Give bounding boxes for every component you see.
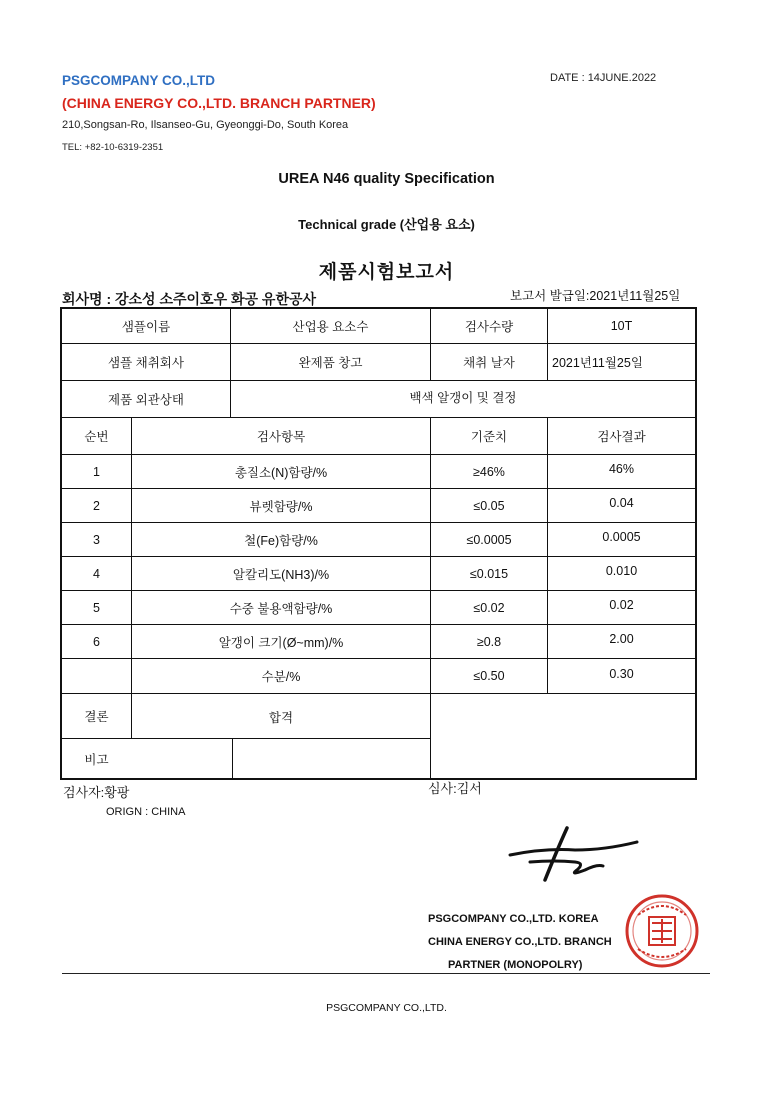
row-standard: ≤0.0005 xyxy=(466,532,512,547)
row-result: 0.30 xyxy=(609,667,634,681)
row-no: 6 xyxy=(93,634,100,649)
row-standard: ≤0.015 xyxy=(469,566,509,581)
sample-date-value: 2021년11월25일 xyxy=(552,356,643,370)
quantity-value: 10T xyxy=(610,319,633,333)
remarks-label: 비고 xyxy=(84,753,109,767)
signature-block xyxy=(428,908,612,977)
company-name: PSGCOMPANY CO.,LTD xyxy=(62,73,216,88)
sampler-value: 완제품 창고 xyxy=(298,356,363,370)
handwritten-signature xyxy=(505,820,645,895)
company-tel: TEL: +82-10-6319-2351 xyxy=(62,142,164,153)
header-standard: 기준치 xyxy=(470,430,508,444)
row-result: 0.0005 xyxy=(602,530,641,544)
row-item: 수중 불용액함량/% xyxy=(229,601,333,616)
conclusion-value: 합격 xyxy=(268,711,294,725)
sample-name-value: 산업용 요소수 xyxy=(292,320,369,334)
row-item: 총질소(N)함량/% xyxy=(234,465,328,480)
remarks-value xyxy=(233,739,430,779)
row-no: 3 xyxy=(93,532,100,547)
row-standard: ≥46% xyxy=(473,464,505,479)
branch-partner: (CHINA ENERGY CO.,LTD. BRANCH PARTNER) xyxy=(62,95,376,111)
row-item: 알칼리도(NH3)/% xyxy=(232,567,330,582)
row-result: 46% xyxy=(608,462,635,476)
row-standard: ≤0.05 xyxy=(473,498,505,513)
sample-name-label: 샘플이름 xyxy=(121,320,171,334)
quantity-label: 검사수량 xyxy=(464,320,514,334)
row-standard: ≤0.02 xyxy=(473,600,505,615)
row-result: 2.00 xyxy=(609,632,634,646)
document-date: DATE : 14JUNE.2022 xyxy=(550,72,657,84)
appearance-value: 백색 알갱이 및 결정 xyxy=(409,391,517,405)
row-no: 5 xyxy=(93,600,100,615)
row-no: 1 xyxy=(93,464,100,479)
origin-label: ORIGN : CHINA xyxy=(106,806,186,818)
company-seal-icon xyxy=(624,893,700,974)
footer-divider xyxy=(62,973,710,974)
row-item: 뷰렛함량/% xyxy=(249,499,313,514)
footer-company: PSGCOMPANY CO.,LTD. xyxy=(326,1002,447,1014)
row-no: 4 xyxy=(93,566,100,581)
row-no xyxy=(62,659,131,693)
row-item: 알갱이 크기(Ø~mm)/% xyxy=(218,635,344,650)
grade-title: Technical grade (산업용 요소) xyxy=(298,217,475,232)
header-item: 검사항목 xyxy=(256,430,306,444)
reviewer-name: 심사:김서 xyxy=(428,781,482,796)
report-title: 제품시험보고서 xyxy=(318,262,455,283)
row-standard: ≥0.8 xyxy=(476,634,502,649)
signature-line-1: PSGCOMPANY CO.,LTD. KOREA xyxy=(428,913,599,925)
row-result: 0.04 xyxy=(609,496,634,510)
row-result: 0.02 xyxy=(609,598,634,612)
signature-line-3: PARTNER (MONOPOLRY) xyxy=(448,959,583,971)
row-item: 수분/% xyxy=(261,670,301,684)
conclusion-label: 결론 xyxy=(84,710,109,724)
sample-date-label: 채취 날자 xyxy=(463,356,515,370)
company-address: 210,Songsan-Ro, Ilsanseo-Gu, Gyeonggi-Do, South Korea xyxy=(62,119,349,131)
signature-line-2: CHINA ENERGY CO.,LTD. BRANCH xyxy=(428,936,612,948)
client-company-name: 회사명 : 강소성 소주이호우 화공 유한공사 xyxy=(62,291,317,307)
row-item: 철(Fe)함량/% xyxy=(244,533,318,548)
spec-title: UREA N46 quality Specification xyxy=(278,171,495,187)
sampler-label: 샘플 채취회사 xyxy=(108,356,184,370)
row-standard: ≤0.50 xyxy=(473,669,505,683)
header-result: 검사결과 xyxy=(597,430,646,444)
row-no: 2 xyxy=(93,498,100,513)
appearance-label: 제품 외관상태 xyxy=(108,393,184,407)
report-issue-date: 보고서 발급일:2021년11월25일 xyxy=(510,289,681,303)
row-result: 0.010 xyxy=(605,564,638,578)
header-no: 순번 xyxy=(84,430,109,444)
inspector-name: 검사자:황팡 xyxy=(63,785,130,800)
